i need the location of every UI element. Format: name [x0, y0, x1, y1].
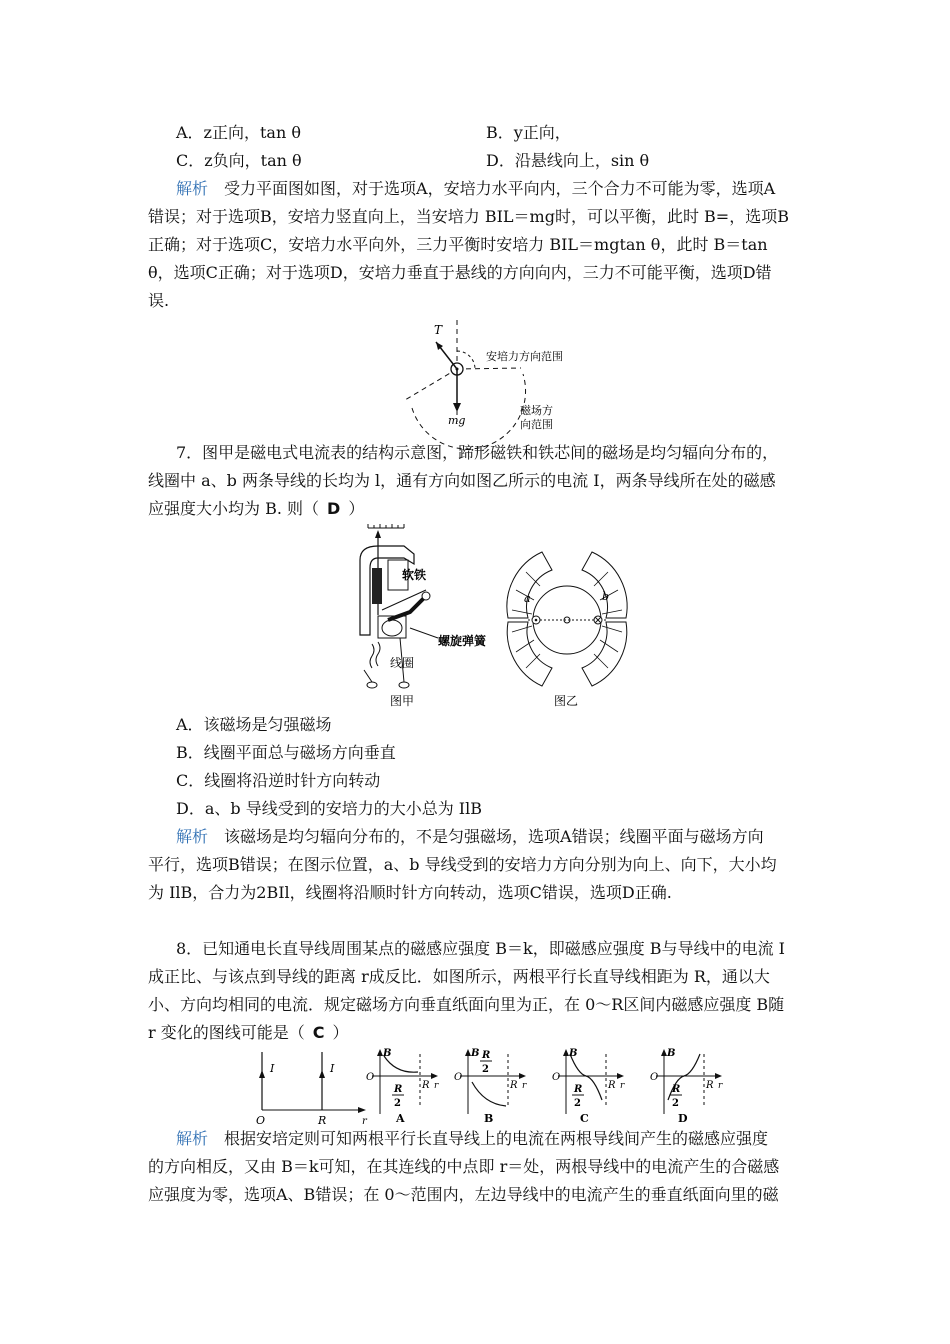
svg-text:R: R	[706, 1080, 714, 1091]
analysis-label: 解析	[176, 827, 209, 846]
q8-graphs	[362, 1046, 742, 1124]
label-r: r	[362, 1116, 367, 1127]
q7-figure-radial-field	[502, 520, 632, 710]
svg-text:R: R	[422, 1080, 430, 1091]
label-R: R	[318, 1114, 327, 1127]
svg-text:r: r	[522, 1081, 527, 1091]
svg-text:B: B	[667, 1048, 676, 1059]
svg-text:r: r	[718, 1081, 723, 1091]
q6-analysis-line: 解析 受力平面图如图，对于选项A，安培力水平向内，三个合力不可能为零，选项A	[176, 179, 776, 198]
label-b: b	[602, 590, 610, 603]
label-a: a	[524, 592, 531, 605]
iron-core	[533, 586, 601, 654]
label-ampere-range: 安培力方向范围	[486, 350, 563, 363]
q8-analysis-line: 解析 根据安培定则可知两根平行长直导线上的电流在两根导线间产生的磁感应强度	[176, 1129, 769, 1148]
label-mg: mg	[448, 414, 466, 427]
label-I-right: I	[330, 1062, 335, 1075]
caption-figure-b: 图乙	[554, 694, 579, 708]
graph-b	[454, 1048, 527, 1125]
q7-option-a: A．该磁场是匀强磁场	[176, 715, 332, 734]
q6-analysis-line: θ，选项C正确；对于选项D，安培力垂直于悬线的方向向内，三力不可能平衡，选项D错	[148, 263, 772, 282]
label-spring: 螺旋弹簧	[438, 634, 487, 648]
label-soft-iron: 软铁	[402, 568, 427, 582]
q7-analysis-line: 解析 该磁场是均匀辐向分布的，不是匀强磁场，选项A错误；线圈平面与磁场方向	[176, 827, 764, 846]
svg-text:O: O	[650, 1072, 659, 1083]
svg-text:R: R	[574, 1084, 583, 1095]
svg-text:2: 2	[394, 1098, 401, 1109]
svg-text:B: B	[569, 1048, 578, 1059]
svg-text:O: O	[366, 1072, 375, 1083]
svg-text:O: O	[454, 1072, 463, 1083]
graph-label-d: D	[678, 1112, 688, 1125]
graph-c	[552, 1048, 625, 1125]
label-coil: 线圈	[390, 656, 415, 670]
q6-option-b: B．y正向，	[486, 123, 571, 142]
q7-figure-galvanometer	[348, 520, 487, 710]
q6-force-diagram	[400, 318, 600, 430]
q7-option-d: D．a、b 导线受到的安培力的大小总为 IlB	[176, 799, 482, 818]
svg-text:B: B	[471, 1048, 480, 1059]
q6-option-d: D．沿悬线向上，sin θ	[486, 151, 650, 170]
q8-parallel-wires	[250, 1048, 370, 1126]
q6-option-a: A．z正向，tan θ	[176, 123, 301, 142]
q7-option-c: C．线圈将沿逆时针方向转动	[176, 771, 381, 790]
q6-option-c: C．z负向，tan θ	[176, 151, 302, 170]
svg-text:r: r	[620, 1081, 625, 1091]
svg-text:R: R	[510, 1080, 518, 1091]
right-pole	[582, 552, 627, 618]
coil-frame	[388, 596, 426, 620]
graph-a	[366, 1048, 439, 1125]
graph-d	[650, 1048, 723, 1125]
q6-analysis-line: 正确；对于选项C，安培力水平向外，三力平衡时安培力 BIL＝mgtan θ，此时 B＝tan	[148, 235, 768, 254]
q7-option-b: B．线圈平面总与磁场方向垂直	[176, 743, 396, 762]
graph-label-b: B	[484, 1112, 494, 1125]
q7-analysis-line: 为 IlB，合力为2BIl，线圈将沿顺时针方向转动，选项C错误，选项D正确.	[148, 883, 672, 902]
svg-text:R: R	[608, 1080, 616, 1091]
q8-analysis-line: 的方向相反，又由 B＝k可知，在其连线的中点即 r＝处，两根导线中的电流产生的合磁感	[148, 1157, 780, 1176]
q7-stem-line: 应强度大小均为 B. 则（ D ）	[148, 499, 365, 518]
svg-text:2: 2	[482, 1064, 489, 1075]
q7-stem-line: 线圈中 a、b 两条导线的长均为 l，通有方向如图乙所示的电流 I，两条导线所在处的磁感	[148, 471, 776, 490]
analysis-label: 解析	[176, 1129, 209, 1148]
q6-analysis-line: 误.	[148, 291, 170, 310]
q8-answer: C	[312, 1023, 325, 1042]
magnet-pole	[372, 568, 382, 604]
q8-stem-line: r 变化的图线可能是（ C ）	[148, 1023, 349, 1042]
svg-text:O: O	[552, 1072, 561, 1083]
caption-figure-a: 图甲	[390, 694, 415, 708]
label-field-range-1: 磁场方	[520, 404, 553, 417]
svg-text:R: R	[482, 1050, 491, 1061]
q7-stem-line: 7．图甲是磁电式电流表的结构示意图，蹄形磁铁和铁芯间的磁场是均匀辐向分布的，	[176, 443, 779, 462]
svg-text:B: B	[383, 1048, 392, 1059]
q8-stem-line: 8．已知通电长直导线周围某点的磁感应强度 B＝k，即磁感应强度 B与导线中的电流 I	[176, 939, 785, 958]
svg-text:R: R	[672, 1084, 681, 1095]
q8-stem-line: 小、方向均相同的电流．规定磁场方向垂直纸面向里为正，在 0～R区间内磁感应强度 B随	[148, 995, 785, 1014]
label-origin: O	[256, 1114, 266, 1127]
q7-analysis-line: 平行，选项B错误；在图示位置，a、b 导线受到的安培力方向分别为向上、向下，大小均	[148, 855, 777, 874]
svg-text:r: r	[434, 1081, 439, 1091]
label-I-left: I	[270, 1062, 275, 1075]
graph-label-a: A	[396, 1112, 405, 1125]
label-field-range-2: 向范围	[520, 418, 553, 431]
left-pole	[507, 552, 552, 618]
q6-analysis-line: 错误；对于选项B，安培力竖直向上，当安培力 BIL＝mg时，可以平衡，此时 B=，选项B	[148, 207, 789, 226]
q8-stem-line: 成正比、与该点到导线的距离 r成反比．如图所示，两根平行长直导线相距为 R，通以大	[148, 967, 770, 986]
q8-analysis-line: 应强度为零，选项A、B错误；在 0～范围内，左边导线中的电流产生的垂直纸面向里的磁	[148, 1185, 779, 1204]
svg-text:2: 2	[672, 1098, 679, 1109]
svg-text:2: 2	[574, 1098, 581, 1109]
field-range-arc	[412, 374, 526, 449]
q7-answer: D	[327, 499, 341, 518]
svg-text:R: R	[394, 1084, 403, 1095]
label-T: T	[434, 323, 443, 337]
analysis-label: 解析	[176, 179, 209, 198]
graph-label-c: C	[580, 1112, 589, 1125]
